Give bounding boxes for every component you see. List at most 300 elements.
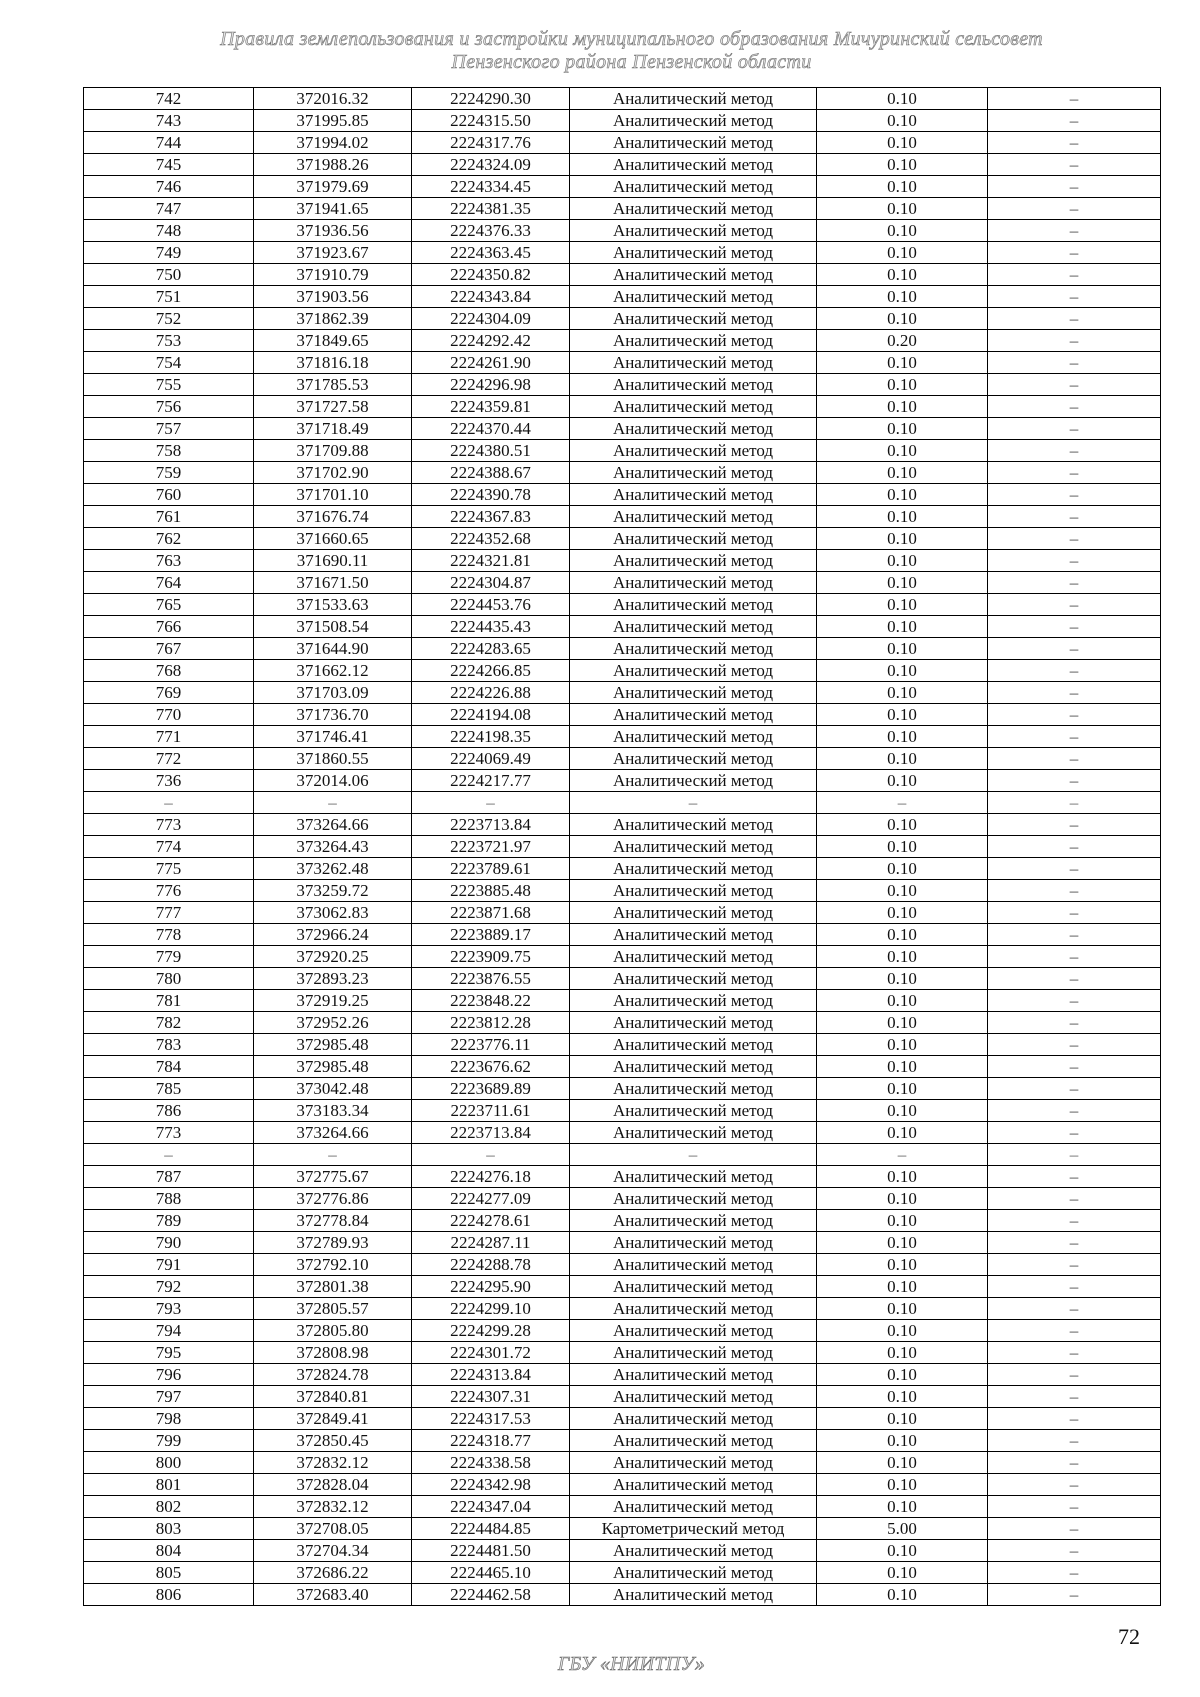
cell-x-coordinate: 373264.66 bbox=[254, 814, 412, 836]
cell-method: Аналитический метод bbox=[570, 1166, 817, 1188]
cell-accuracy: 0.10 bbox=[817, 858, 988, 880]
cell-note: – bbox=[988, 1100, 1161, 1122]
cell-note: – bbox=[988, 484, 1161, 506]
cell-note: – bbox=[988, 1298, 1161, 1320]
cell-x-coordinate: 372893.23 bbox=[254, 968, 412, 990]
cell-point-number: 768 bbox=[84, 660, 254, 682]
cell-x-coordinate: 372840.81 bbox=[254, 1386, 412, 1408]
cell-accuracy: 0.10 bbox=[817, 990, 988, 1012]
table-row bbox=[84, 924, 1161, 946]
cell-note: – bbox=[988, 748, 1161, 770]
cell-x-coordinate: 371994.02 bbox=[254, 132, 412, 154]
cell-point-number: 759 bbox=[84, 462, 254, 484]
cell-x-coordinate: 371816.18 bbox=[254, 352, 412, 374]
cell-accuracy: 0.10 bbox=[817, 880, 988, 902]
cell-x-coordinate: 371533.63 bbox=[254, 594, 412, 616]
table-row bbox=[84, 1496, 1161, 1518]
cell-method: Аналитический метод bbox=[570, 1298, 817, 1320]
cell-note: – bbox=[988, 308, 1161, 330]
cell-accuracy: 0.10 bbox=[817, 1034, 988, 1056]
table-row bbox=[84, 220, 1161, 242]
cell-point-number: 774 bbox=[84, 836, 254, 858]
cell-y-coordinate: 2224334.45 bbox=[412, 176, 570, 198]
cell-method: Аналитический метод bbox=[570, 132, 817, 154]
cell-point-number: 795 bbox=[84, 1342, 254, 1364]
table-row bbox=[84, 528, 1161, 550]
cell-accuracy: 0.10 bbox=[817, 440, 988, 462]
cell-note: – bbox=[988, 704, 1161, 726]
cell-accuracy: 0.10 bbox=[817, 902, 988, 924]
table-row bbox=[84, 132, 1161, 154]
cell-x-coordinate: 373062.83 bbox=[254, 902, 412, 924]
table-row bbox=[84, 814, 1161, 836]
cell-x-coordinate: 371746.41 bbox=[254, 726, 412, 748]
cell-x-coordinate: 372778.84 bbox=[254, 1210, 412, 1232]
table-row bbox=[84, 572, 1161, 594]
cell-x-coordinate: 372801.38 bbox=[254, 1276, 412, 1298]
cell-note: – bbox=[988, 88, 1161, 110]
cell-note: – bbox=[988, 726, 1161, 748]
cell-note: – bbox=[988, 1012, 1161, 1034]
cell-accuracy: 0.10 bbox=[817, 594, 988, 616]
cell-point-number: 784 bbox=[84, 1056, 254, 1078]
cell-y-coordinate: 2223812.28 bbox=[412, 1012, 570, 1034]
cell-method: – bbox=[570, 792, 817, 814]
cell-x-coordinate: 373262.48 bbox=[254, 858, 412, 880]
cell-x-coordinate: 371995.85 bbox=[254, 110, 412, 132]
cell-x-coordinate: – bbox=[254, 1144, 412, 1166]
cell-y-coordinate: 2224435.43 bbox=[412, 616, 570, 638]
cell-x-coordinate: 371988.26 bbox=[254, 154, 412, 176]
cell-point-number: 778 bbox=[84, 924, 254, 946]
cell-point-number: 791 bbox=[84, 1254, 254, 1276]
cell-method: Аналитический метод bbox=[570, 638, 817, 660]
cell-note: – bbox=[988, 1430, 1161, 1452]
table-row bbox=[84, 704, 1161, 726]
cell-note: – bbox=[988, 550, 1161, 572]
cell-method: Аналитический метод bbox=[570, 440, 817, 462]
table-row bbox=[84, 594, 1161, 616]
cell-y-coordinate: 2224299.28 bbox=[412, 1320, 570, 1342]
cell-point-number: 744 bbox=[84, 132, 254, 154]
cell-method: Аналитический метод bbox=[570, 462, 817, 484]
cell-point-number: 755 bbox=[84, 374, 254, 396]
table-row bbox=[84, 1276, 1161, 1298]
cell-point-number: 781 bbox=[84, 990, 254, 1012]
cell-x-coordinate: 372708.05 bbox=[254, 1518, 412, 1540]
cell-accuracy: 0.10 bbox=[817, 1100, 988, 1122]
cell-accuracy: 0.10 bbox=[817, 704, 988, 726]
cell-method: Аналитический метод bbox=[570, 154, 817, 176]
cell-y-coordinate: 2224296.98 bbox=[412, 374, 570, 396]
cell-note: – bbox=[988, 462, 1161, 484]
cell-y-coordinate: 2224288.78 bbox=[412, 1254, 570, 1276]
cell-x-coordinate: 371702.90 bbox=[254, 462, 412, 484]
table-row bbox=[84, 858, 1161, 880]
cell-point-number: 792 bbox=[84, 1276, 254, 1298]
cell-method: Аналитический метод bbox=[570, 88, 817, 110]
cell-method: Аналитический метод bbox=[570, 1100, 817, 1122]
cell-method: Аналитический метод bbox=[570, 264, 817, 286]
cell-method: Аналитический метод bbox=[570, 1408, 817, 1430]
cell-y-coordinate: 2223676.62 bbox=[412, 1056, 570, 1078]
table-row bbox=[84, 264, 1161, 286]
cell-y-coordinate: 2224299.10 bbox=[412, 1298, 570, 1320]
cell-point-number: 748 bbox=[84, 220, 254, 242]
cell-accuracy: – bbox=[817, 1144, 988, 1166]
cell-accuracy: 0.10 bbox=[817, 638, 988, 660]
cell-point-number: 743 bbox=[84, 110, 254, 132]
cell-method: Аналитический метод bbox=[570, 1496, 817, 1518]
cell-method: Аналитический метод bbox=[570, 990, 817, 1012]
cell-x-coordinate: 371862.39 bbox=[254, 308, 412, 330]
cell-method: Аналитический метод bbox=[570, 924, 817, 946]
table-row bbox=[84, 286, 1161, 308]
cell-method: Аналитический метод bbox=[570, 1584, 817, 1606]
cell-method: Аналитический метод bbox=[570, 1474, 817, 1496]
cell-accuracy: 0.10 bbox=[817, 1540, 988, 1562]
cell-note: – bbox=[988, 1364, 1161, 1386]
cell-method: Аналитический метод bbox=[570, 220, 817, 242]
cell-y-coordinate: 2223789.61 bbox=[412, 858, 570, 880]
cell-x-coordinate: 371903.56 bbox=[254, 286, 412, 308]
cell-y-coordinate: 2223776.11 bbox=[412, 1034, 570, 1056]
table-row bbox=[84, 550, 1161, 572]
cell-accuracy: 0.10 bbox=[817, 814, 988, 836]
cell-y-coordinate: 2224287.11 bbox=[412, 1232, 570, 1254]
cell-accuracy: 0.10 bbox=[817, 1474, 988, 1496]
table-row bbox=[84, 726, 1161, 748]
cell-y-coordinate: 2224317.76 bbox=[412, 132, 570, 154]
cell-x-coordinate: 373042.48 bbox=[254, 1078, 412, 1100]
cell-accuracy: 0.10 bbox=[817, 1562, 988, 1584]
cell-accuracy: 0.10 bbox=[817, 418, 988, 440]
cell-note: – bbox=[988, 770, 1161, 792]
cell-accuracy: 0.10 bbox=[817, 1254, 988, 1276]
cell-accuracy: 0.10 bbox=[817, 1012, 988, 1034]
cell-accuracy: 0.10 bbox=[817, 1056, 988, 1078]
cell-note: – bbox=[988, 1584, 1161, 1606]
cell-y-coordinate: 2223885.48 bbox=[412, 880, 570, 902]
cell-point-number: 770 bbox=[84, 704, 254, 726]
cell-point-number: 803 bbox=[84, 1518, 254, 1540]
cell-y-coordinate: 2224376.33 bbox=[412, 220, 570, 242]
table-row bbox=[84, 462, 1161, 484]
cell-x-coordinate: 371910.79 bbox=[254, 264, 412, 286]
cell-x-coordinate: 371979.69 bbox=[254, 176, 412, 198]
table-row bbox=[84, 990, 1161, 1012]
cell-method: Аналитический метод bbox=[570, 1430, 817, 1452]
cell-point-number: 767 bbox=[84, 638, 254, 660]
cell-accuracy: 0.10 bbox=[817, 1496, 988, 1518]
cell-x-coordinate: 371644.90 bbox=[254, 638, 412, 660]
cell-x-coordinate: 372805.80 bbox=[254, 1320, 412, 1342]
cell-method: Аналитический метод bbox=[570, 1232, 817, 1254]
cell-method: Аналитический метод bbox=[570, 946, 817, 968]
cell-method: Аналитический метод bbox=[570, 484, 817, 506]
cell-y-coordinate: 2224307.31 bbox=[412, 1386, 570, 1408]
cell-accuracy: 0.10 bbox=[817, 462, 988, 484]
cell-x-coordinate: 372832.12 bbox=[254, 1496, 412, 1518]
cell-method: Аналитический метод bbox=[570, 308, 817, 330]
cell-point-number: 746 bbox=[84, 176, 254, 198]
cell-point-number: 757 bbox=[84, 418, 254, 440]
cell-y-coordinate: 2224283.65 bbox=[412, 638, 570, 660]
cell-note: – bbox=[988, 132, 1161, 154]
cell-x-coordinate: 372985.48 bbox=[254, 1056, 412, 1078]
cell-y-coordinate: 2224217.77 bbox=[412, 770, 570, 792]
cell-y-coordinate: 2224359.81 bbox=[412, 396, 570, 418]
cell-note: – bbox=[988, 1122, 1161, 1144]
cell-point-number: 747 bbox=[84, 198, 254, 220]
cell-x-coordinate: 372776.86 bbox=[254, 1188, 412, 1210]
cell-y-coordinate: 2224295.90 bbox=[412, 1276, 570, 1298]
cell-method: Аналитический метод bbox=[570, 704, 817, 726]
cell-x-coordinate: 372920.25 bbox=[254, 946, 412, 968]
cell-point-number: 769 bbox=[84, 682, 254, 704]
cell-note: – bbox=[988, 1452, 1161, 1474]
cell-point-number: 772 bbox=[84, 748, 254, 770]
cell-x-coordinate: 373264.43 bbox=[254, 836, 412, 858]
cell-y-coordinate: 2224315.50 bbox=[412, 110, 570, 132]
table-row bbox=[84, 1408, 1161, 1430]
running-header bbox=[83, 28, 1180, 74]
cell-note: – bbox=[988, 506, 1161, 528]
cell-accuracy: 0.10 bbox=[817, 110, 988, 132]
table-row bbox=[84, 1122, 1161, 1144]
cell-method: Аналитический метод bbox=[570, 1364, 817, 1386]
cell-y-coordinate: 2224381.35 bbox=[412, 198, 570, 220]
cell-point-number: 777 bbox=[84, 902, 254, 924]
cell-y-coordinate: 2224317.53 bbox=[412, 1408, 570, 1430]
cell-point-number: 749 bbox=[84, 242, 254, 264]
table-row bbox=[84, 1166, 1161, 1188]
cell-note: – bbox=[988, 924, 1161, 946]
cell-note: – bbox=[988, 1056, 1161, 1078]
cell-x-coordinate: 371671.50 bbox=[254, 572, 412, 594]
cell-x-coordinate: 371923.67 bbox=[254, 242, 412, 264]
cell-y-coordinate: 2223689.89 bbox=[412, 1078, 570, 1100]
cell-method: Аналитический метод bbox=[570, 1122, 817, 1144]
cell-accuracy: 0.10 bbox=[817, 1342, 988, 1364]
cell-method: Аналитический метод bbox=[570, 1452, 817, 1474]
table-row bbox=[84, 440, 1161, 462]
cell-accuracy: 0.10 bbox=[817, 726, 988, 748]
table-row bbox=[84, 352, 1161, 374]
cell-note: – bbox=[988, 1210, 1161, 1232]
cell-method: Аналитический метод bbox=[570, 1012, 817, 1034]
table-row bbox=[84, 1452, 1161, 1474]
cell-y-coordinate: 2224277.09 bbox=[412, 1188, 570, 1210]
table-row bbox=[84, 880, 1161, 902]
cell-method: Аналитический метод bbox=[570, 682, 817, 704]
cell-note: – bbox=[988, 1320, 1161, 1342]
cell-accuracy: – bbox=[817, 792, 988, 814]
cell-y-coordinate: 2224484.85 bbox=[412, 1518, 570, 1540]
cell-y-coordinate: 2223713.84 bbox=[412, 814, 570, 836]
cell-x-coordinate: 372686.22 bbox=[254, 1562, 412, 1584]
cell-accuracy: 0.10 bbox=[817, 924, 988, 946]
cell-accuracy: 0.10 bbox=[817, 396, 988, 418]
cell-method: Аналитический метод bbox=[570, 506, 817, 528]
cell-x-coordinate: 372789.93 bbox=[254, 1232, 412, 1254]
cell-note: – bbox=[988, 198, 1161, 220]
cell-accuracy: 0.10 bbox=[817, 1408, 988, 1430]
cell-y-coordinate: 2224069.49 bbox=[412, 748, 570, 770]
cell-method: Аналитический метод bbox=[570, 858, 817, 880]
cell-accuracy: 0.10 bbox=[817, 198, 988, 220]
cell-note: – bbox=[988, 946, 1161, 968]
cell-note: – bbox=[988, 1078, 1161, 1100]
cell-note: – bbox=[988, 682, 1161, 704]
cell-method: Аналитический метод bbox=[570, 176, 817, 198]
table-row bbox=[84, 1056, 1161, 1078]
cell-accuracy: 0.10 bbox=[817, 1188, 988, 1210]
cell-point-number: 793 bbox=[84, 1298, 254, 1320]
table-row bbox=[84, 968, 1161, 990]
cell-method: Аналитический метод bbox=[570, 374, 817, 396]
cell-accuracy: 0.10 bbox=[817, 154, 988, 176]
cell-point-number: 773 bbox=[84, 1122, 254, 1144]
cell-accuracy: 0.10 bbox=[817, 616, 988, 638]
cell-x-coordinate: 371936.56 bbox=[254, 220, 412, 242]
cell-note: – bbox=[988, 440, 1161, 462]
cell-note: – bbox=[988, 572, 1161, 594]
cell-point-number: 763 bbox=[84, 550, 254, 572]
cell-y-coordinate: 2223871.68 bbox=[412, 902, 570, 924]
cell-x-coordinate: 371701.10 bbox=[254, 484, 412, 506]
cell-note: – bbox=[988, 836, 1161, 858]
cell-point-number: 783 bbox=[84, 1034, 254, 1056]
cell-note: – bbox=[988, 660, 1161, 682]
cell-accuracy: 0.10 bbox=[817, 506, 988, 528]
cell-method: Аналитический метод bbox=[570, 594, 817, 616]
table-row bbox=[84, 1100, 1161, 1122]
cell-note: – bbox=[988, 154, 1161, 176]
table-row bbox=[84, 396, 1161, 418]
table-row bbox=[84, 1254, 1161, 1276]
cell-point-number: 754 bbox=[84, 352, 254, 374]
table-row bbox=[84, 330, 1161, 352]
cell-x-coordinate: 372849.41 bbox=[254, 1408, 412, 1430]
cell-y-coordinate: 2223711.61 bbox=[412, 1100, 570, 1122]
cell-y-coordinate: 2224352.68 bbox=[412, 528, 570, 550]
cell-y-coordinate: 2224481.50 bbox=[412, 1540, 570, 1562]
cell-note: – bbox=[988, 990, 1161, 1012]
cell-method: Аналитический метод bbox=[570, 1254, 817, 1276]
cell-method: Аналитический метод bbox=[570, 616, 817, 638]
cell-x-coordinate: 371709.88 bbox=[254, 440, 412, 462]
cell-accuracy: 0.10 bbox=[817, 1166, 988, 1188]
cell-method: Аналитический метод bbox=[570, 1056, 817, 1078]
table-row bbox=[84, 88, 1161, 110]
cell-point-number: 764 bbox=[84, 572, 254, 594]
cell-point-number: 804 bbox=[84, 1540, 254, 1562]
cell-x-coordinate: 372824.78 bbox=[254, 1364, 412, 1386]
table-body bbox=[84, 88, 1161, 1606]
cell-point-number: 756 bbox=[84, 396, 254, 418]
cell-x-coordinate: 372683.40 bbox=[254, 1584, 412, 1606]
cell-accuracy: 0.10 bbox=[817, 88, 988, 110]
cell-y-coordinate: 2224266.85 bbox=[412, 660, 570, 682]
cell-point-number: 800 bbox=[84, 1452, 254, 1474]
cell-x-coordinate: 371690.11 bbox=[254, 550, 412, 572]
cell-point-number: 745 bbox=[84, 154, 254, 176]
cell-accuracy: 0.10 bbox=[817, 1122, 988, 1144]
cell-method: Аналитический метод bbox=[570, 1276, 817, 1298]
table-row bbox=[84, 418, 1161, 440]
table-row bbox=[84, 1584, 1161, 1606]
cell-y-coordinate: 2224370.44 bbox=[412, 418, 570, 440]
cell-point-number: 801 bbox=[84, 1474, 254, 1496]
table-row bbox=[84, 176, 1161, 198]
cell-accuracy: 0.10 bbox=[817, 1584, 988, 1606]
cell-note: – bbox=[988, 1562, 1161, 1584]
cell-note: – bbox=[988, 1408, 1161, 1430]
cell-y-coordinate: 2224198.35 bbox=[412, 726, 570, 748]
cell-accuracy: 0.10 bbox=[817, 132, 988, 154]
cell-note: – bbox=[988, 814, 1161, 836]
cell-x-coordinate: 371676.74 bbox=[254, 506, 412, 528]
table-row bbox=[84, 1386, 1161, 1408]
cell-accuracy: 0.10 bbox=[817, 308, 988, 330]
cell-note: – bbox=[988, 220, 1161, 242]
cell-y-coordinate: 2223848.22 bbox=[412, 990, 570, 1012]
cell-x-coordinate: 372704.34 bbox=[254, 1540, 412, 1562]
cell-method: Аналитический метод bbox=[570, 1188, 817, 1210]
cell-y-coordinate: 2223713.84 bbox=[412, 1122, 570, 1144]
table-row bbox=[84, 902, 1161, 924]
cell-y-coordinate: 2224350.82 bbox=[412, 264, 570, 286]
cell-x-coordinate: 373259.72 bbox=[254, 880, 412, 902]
cell-note: – bbox=[988, 792, 1161, 814]
cell-accuracy: 0.10 bbox=[817, 1276, 988, 1298]
cell-method: – bbox=[570, 1144, 817, 1166]
cell-method: Аналитический метод bbox=[570, 902, 817, 924]
cell-x-coordinate: 372808.98 bbox=[254, 1342, 412, 1364]
cell-method: Аналитический метод bbox=[570, 198, 817, 220]
cell-note: – bbox=[988, 1166, 1161, 1188]
cell-note: – bbox=[988, 902, 1161, 924]
cell-point-number: 798 bbox=[84, 1408, 254, 1430]
cell-accuracy: 0.10 bbox=[817, 946, 988, 968]
cell-accuracy: 5.00 bbox=[817, 1518, 988, 1540]
table-row bbox=[84, 638, 1161, 660]
cell-y-coordinate: 2224318.77 bbox=[412, 1430, 570, 1452]
cell-accuracy: 0.10 bbox=[817, 242, 988, 264]
cell-y-coordinate: 2224363.45 bbox=[412, 242, 570, 264]
cell-method: Аналитический метод bbox=[570, 572, 817, 594]
cell-note: – bbox=[988, 374, 1161, 396]
cell-point-number: 742 bbox=[84, 88, 254, 110]
cell-note: – bbox=[988, 1254, 1161, 1276]
cell-x-coordinate: 373183.34 bbox=[254, 1100, 412, 1122]
cell-y-coordinate: 2224290.30 bbox=[412, 88, 570, 110]
cell-point-number: 787 bbox=[84, 1166, 254, 1188]
cell-y-coordinate: 2224276.18 bbox=[412, 1166, 570, 1188]
table-row bbox=[84, 198, 1161, 220]
cell-y-coordinate: 2224324.09 bbox=[412, 154, 570, 176]
table-row bbox=[84, 308, 1161, 330]
cell-x-coordinate: 371860.55 bbox=[254, 748, 412, 770]
coordinates-table bbox=[83, 87, 1161, 1606]
cell-accuracy: 0.10 bbox=[817, 550, 988, 572]
table-row bbox=[84, 660, 1161, 682]
cell-method: Аналитический метод bbox=[570, 286, 817, 308]
cell-point-number: – bbox=[84, 792, 254, 814]
cell-y-coordinate: 2223909.75 bbox=[412, 946, 570, 968]
cell-x-coordinate: 371785.53 bbox=[254, 374, 412, 396]
